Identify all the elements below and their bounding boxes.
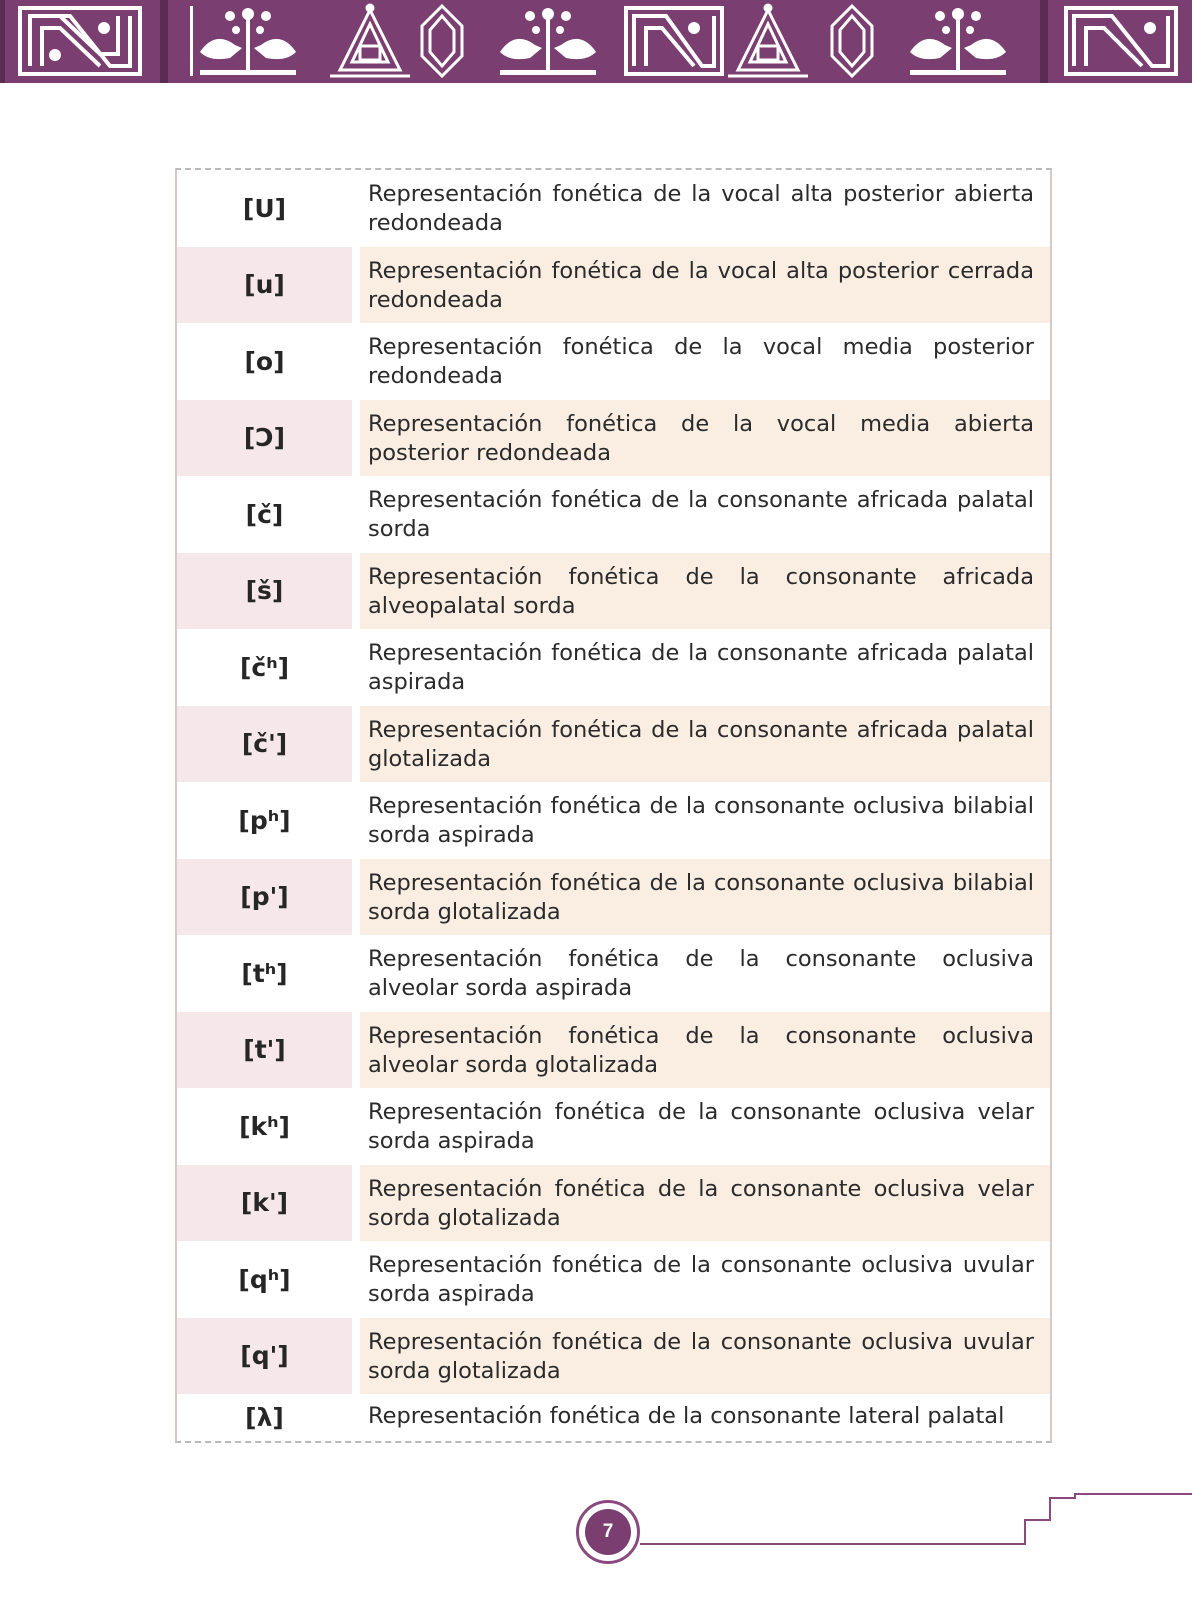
column-gap (352, 476, 360, 553)
table-row (177, 400, 1050, 477)
table-row (177, 935, 1050, 1012)
column-gap (352, 1241, 360, 1318)
symbol-description: Representación fonética de la consonante africada palatal glotalizada (360, 706, 1050, 783)
column-gap (352, 247, 360, 324)
table-row (177, 553, 1050, 630)
column-gap (352, 1165, 360, 1242)
phonetic-symbol: [p'] (177, 859, 352, 936)
symbol-description: Representación fonética de la consonante africada palatal sorda (368, 487, 1034, 542)
symbol-description: Representación fonética de la consonante oclusiva uvular sorda aspirada (368, 1252, 1034, 1307)
symbol-description: Representación fonética de la consonante lateral palatal (368, 1403, 1005, 1429)
column-gap (352, 859, 360, 936)
phonetic-table (175, 168, 1052, 1443)
symbol-description: Representación fonética de la vocal alta posterior abierta redondeada (368, 181, 1034, 236)
table-row (177, 1012, 1050, 1089)
column-gap (352, 1394, 360, 1441)
column-gap (352, 323, 360, 400)
symbol-description: Representación fonética de la consonante oclusiva velar sorda glotalizada (360, 1165, 1050, 1242)
table-row (177, 1241, 1050, 1318)
page-number-badge (576, 1500, 640, 1564)
column-gap (352, 400, 360, 477)
table-row (177, 323, 1050, 400)
column-gap (352, 1318, 360, 1395)
table-row (177, 1318, 1050, 1395)
table-row (177, 247, 1050, 324)
column-gap (352, 782, 360, 859)
phonetic-symbol: [U] (242, 193, 287, 223)
symbol-description: Representación fonética de la consonante africada palatal aspirada (368, 640, 1034, 695)
phonetic-symbol: [kʰ] (239, 1111, 290, 1141)
table-row (177, 629, 1050, 706)
symbol-description: Representación fonética de la consonante oclusiva velar sorda aspirada (368, 1099, 1034, 1154)
symbol-description: Representación fonética de la vocal media abierta posterior redondeada (360, 400, 1050, 477)
phonetic-symbol: [t'] (177, 1012, 352, 1089)
table-row (177, 1394, 1050, 1441)
phonetic-symbol: [Ɔ] (177, 400, 352, 477)
column-gap (352, 706, 360, 783)
column-gap (352, 1012, 360, 1089)
column-gap (352, 1088, 360, 1165)
column-gap (352, 170, 360, 247)
phonetic-symbol: [čʰ] (239, 652, 290, 682)
table-row (177, 859, 1050, 936)
table-row (177, 1088, 1050, 1165)
phonetic-symbol: [o] (244, 346, 285, 376)
header-banner (0, 0, 1192, 83)
phonetic-symbol: [q'] (177, 1318, 352, 1395)
phonetic-symbol: [tʰ] (241, 958, 288, 988)
table-row (177, 706, 1050, 783)
phonetic-symbol: [č] (245, 499, 284, 529)
column-gap (352, 553, 360, 630)
phonetic-symbol: [k'] (177, 1165, 352, 1242)
symbol-description: Representación fonética de la consonante oclusiva uvular sorda glotalizada (360, 1318, 1050, 1395)
symbol-description: Representación fonética de la vocal media posterior redondeada (368, 334, 1034, 389)
symbol-description: Representación fonética de la consonante oclusiva alveolar sorda glotalizada (360, 1012, 1050, 1089)
table-row (177, 476, 1050, 553)
phonetic-symbol: [č'] (177, 706, 352, 783)
ornament-strip (0, 0, 1192, 83)
phonetic-symbol: [λ] (245, 1403, 284, 1432)
page-number: 7 (585, 1509, 631, 1555)
table-row (177, 170, 1050, 247)
phonetic-symbol: [š] (177, 553, 352, 630)
symbol-description: Representación fonética de la consonante oclusiva bilabial sorda aspirada (368, 793, 1034, 848)
column-gap (352, 629, 360, 706)
symbol-description: Representación fonética de la consonante oclusiva bilabial sorda glotalizada (360, 859, 1050, 936)
phonetic-symbol: [u] (177, 247, 352, 324)
symbol-description: Representación fonética de la vocal alta posterior cerrada redondeada (360, 247, 1050, 324)
table-row (177, 1165, 1050, 1242)
phonetic-symbol: [qʰ] (238, 1264, 291, 1294)
column-gap (352, 935, 360, 1012)
phonetic-symbol: [pʰ] (238, 805, 291, 835)
symbol-description: Representación fonética de la consonante africada alveopalatal sorda (360, 553, 1050, 630)
table-row (177, 782, 1050, 859)
symbol-description: Representación fonética de la consonante oclusiva alveolar sorda aspirada (368, 946, 1034, 1001)
